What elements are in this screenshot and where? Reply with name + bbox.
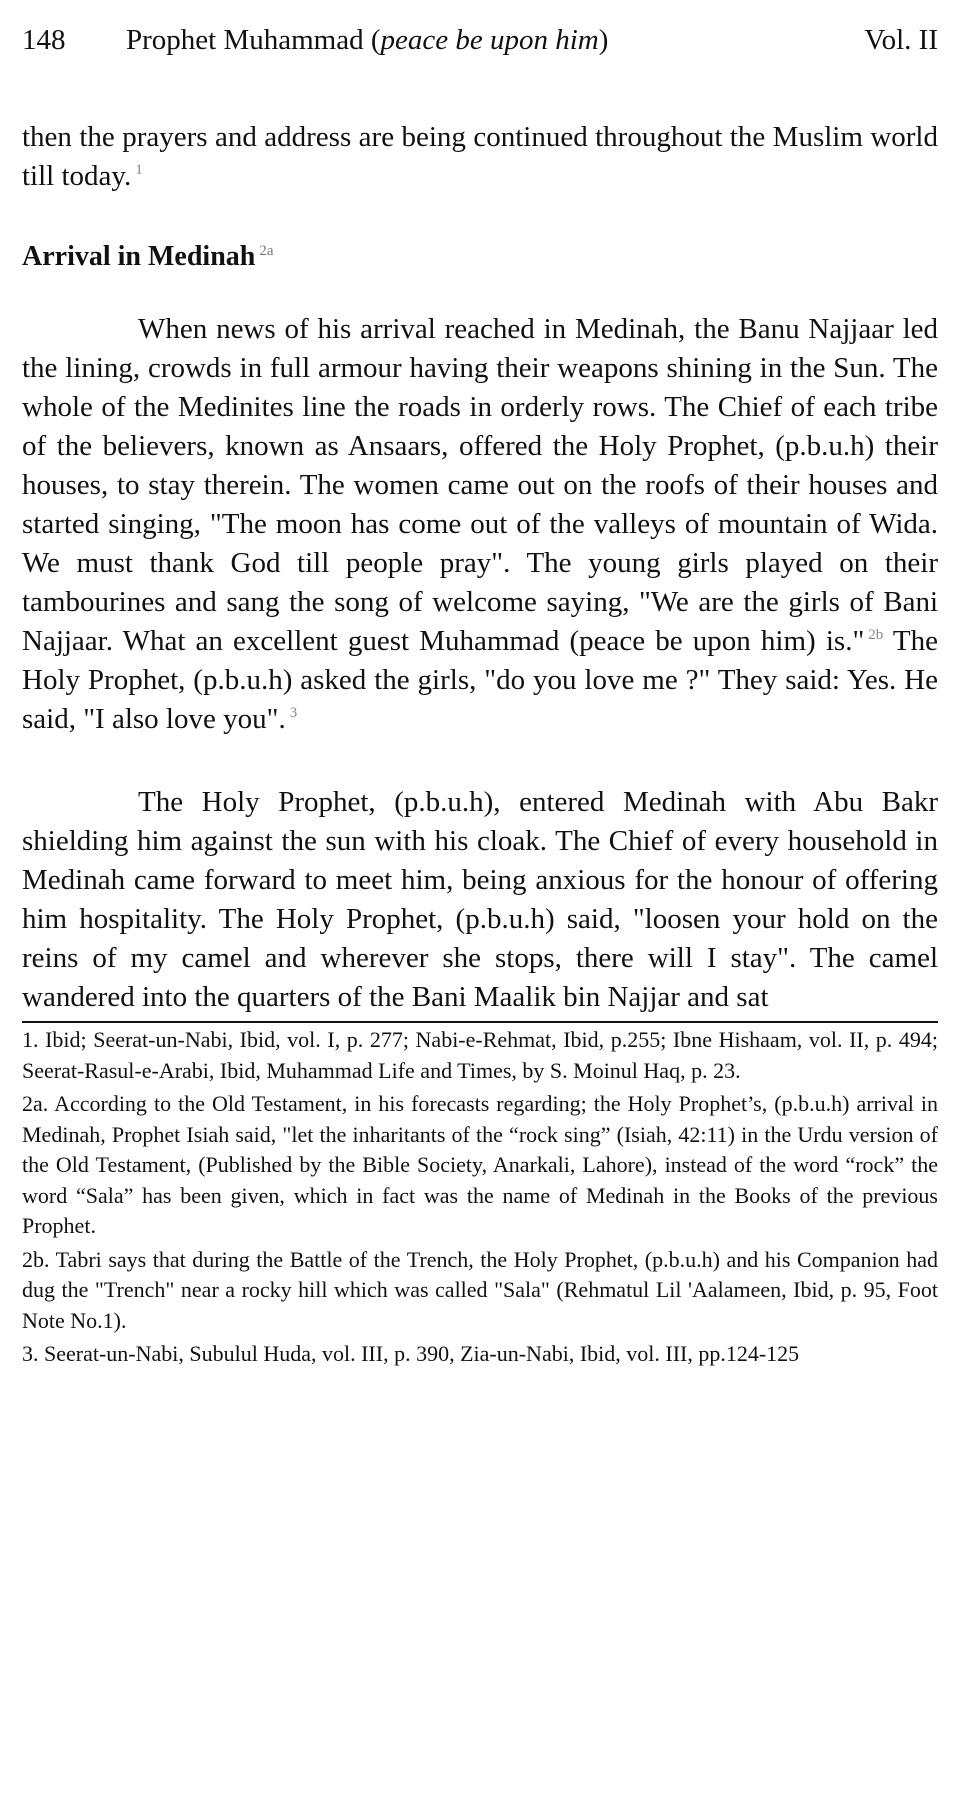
footnote-item: 3. Seerat-un-Nabi, Subulul Huda, vol. III, p. 390, Zia-un-Nabi, Ibid, vol. III, pp.124-125 <box>22 1341 800 1366</box>
running-header <box>22 18 938 62</box>
section-heading: Arrival in Medinah $^{2a}$ <box>22 241 274 272</box>
footnote-ref: 1 <box>135 162 143 179</box>
footnote-ref: 3 <box>289 705 298 722</box>
paragraph-arrival: When news of his arrival reached in Medinah, the Banu Najjaar led the lining, crowds in full armour having their weapons shining in the Sun. The whole of the Medinites line the roads in orderly rows. The Chief of each tribe of the believers, known as Ansaars, offered the Holy Prophet, (p.b.u.h) their houses, to stay therein. The women came out on the roofs of their houses and started singing, "The moon has come out of the valleys of mountain of Wida. We must thank God till people pray". The young girls played on their tambourines and sang the song of welcome saying, "We are the girls of Bani Najjaar. What an excellent guest Muhammad (peace be upon him) is." $^{2b}$ The Holy Prophet, (p.b.u.h) asked the girls, "do you love me ?" They said: Yes. He said, "I also love you". $^3$ <box>22 313 938 735</box>
footnotes <box>22 1025 938 1370</box>
footnote-item: 2a. According to the Old Testament, in his forecasts regarding; the Holy Prophet’s, (p.b.u.h) arrival in Medinah, Prophet Isiah said, "let the inharitants of the “rock sing” (Isiah, 42:11) in the Urdu version of the Old Testament, (Published by the Bible Society, Anarkali, Lahore), instead of the word “rock” the word “Sala” has been given, which in fact was the name of Medinah in the Books of the previous Prophet. <box>22 1091 938 1238</box>
footnote-item: 1. Ibid; Seerat-un-Nabi, Ibid, vol. I, p. 277; Nabi-e-Rehmat, Ibid, p.255; Ibne Hishaam, vol. II, p. 494; Seerat-Rasul-e-Arabi, Ibid, Muhammad Life and Times, by S. Moinul Haq, p. 23. <box>22 1027 938 1083</box>
footnote-item: 2b. Tabri says that during the Battle of the Trench, the Holy Prophet, (p.b.u.h) and his Companion had dug the "Trench" near a rocky hill which was called "Sala" (Rehmatul Lil 'Aalameen, Ibid, p. 95, Foot Note No.1). <box>22 1246 938 1333</box>
paragraph-entry: The Holy Prophet, (p.b.u.h), entered Medinah with Abu Bakr shielding him against the sun with his cloak. The Chief of every household in Medinah came forward to meet him, being anxious for the honour of offering him hospitality. The Holy Prophet, (p.b.u.h) said, "loosen your hold on the reins of my camel and wherever she stops, there will I stay". The camel wandered into the quarters of the Bani Maalik bin Najjar and sat <box>22 786 938 1013</box>
intro-paragraph: then the prayers and address are being continued throughout the Muslim world till today. $^1$ <box>22 121 938 192</box>
footnote-ref: 2b <box>868 627 884 644</box>
footnote-ref: 2a <box>259 242 274 259</box>
book-title: Prophet Muhammad (peace be upon him) <box>126 24 609 56</box>
footnote-divider <box>22 1021 938 1023</box>
book-page <box>22 18 938 1373</box>
page-number: 148 <box>22 24 66 56</box>
volume-label: Vol. II <box>864 24 938 56</box>
